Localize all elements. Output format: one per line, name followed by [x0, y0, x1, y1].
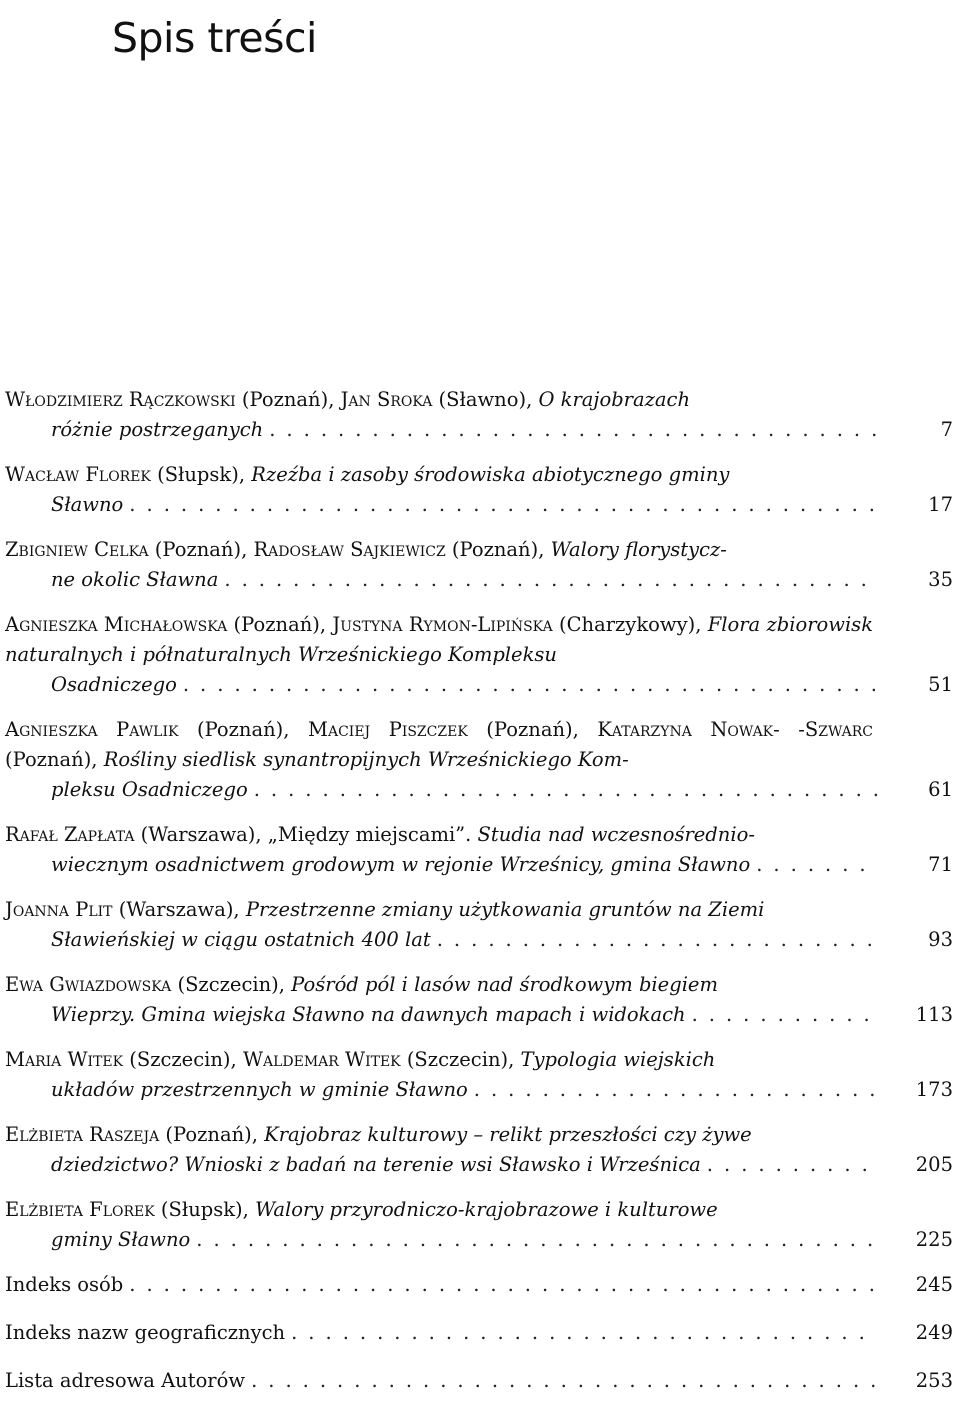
article-title: Flora zbiorowisk naturalnych i półnaturalnych Wrześnickiego Kompleksu [5, 613, 874, 666]
article-title: różnie postrzeganych [51, 418, 264, 441]
article-title: Przestrzenne zmiany użytkowania gruntów na Ziemi [245, 898, 765, 921]
dot-leader [224, 565, 877, 595]
article-title: Wieprzy. Gmina wiejska Sławno na dawnych mapach i widokach [51, 1003, 686, 1026]
entry-text: (Szczecin), [123, 1048, 243, 1071]
author-name: Justyna Rymon-Lipińska [332, 613, 553, 636]
page-title: Spis treści [112, 14, 317, 62]
dot-leader [692, 1000, 877, 1030]
page-number: 7 [940, 418, 953, 441]
article-title: Krajobraz kulturowy – relikt przeszłości czy żywe [264, 1123, 752, 1146]
author-name: Jan Sroka [340, 388, 433, 411]
dot-leader [129, 490, 877, 520]
dot-leader [437, 925, 877, 955]
author-name: Wacław Florek [5, 463, 151, 486]
entry-text: (Charzykowy), [552, 613, 708, 636]
entry-text: (Poznań), [235, 388, 341, 411]
author-name: -Szwarc [798, 718, 873, 741]
toc-entry-title-end [51, 490, 123, 520]
table-of-contents [5, 385, 953, 1414]
entry-text: (Poznań), [5, 748, 104, 771]
dot-leader [254, 775, 877, 805]
toc-entry-title-end [51, 1075, 468, 1105]
article-title: Studia nad wczesnośrednio- [477, 823, 755, 846]
toc-entry-last-line [51, 1000, 953, 1030]
author-name: Maria Witek [5, 1048, 124, 1071]
toc-entry[interactable] [5, 1366, 953, 1396]
article-title: O krajobrazach [538, 388, 691, 411]
author-name: Ewa Gwiazdowska [5, 973, 172, 996]
entry-text: (Poznań), [148, 538, 254, 561]
entry-text: (Warszawa), [112, 898, 246, 921]
page-number: 17 [928, 493, 953, 516]
author-name: Agnieszka Michałowska [5, 613, 228, 636]
page-number: 51 [928, 673, 953, 696]
article-title: gminy Sławno [51, 1228, 191, 1251]
author-name: Zbigniew Celka [5, 538, 149, 561]
toc-entry[interactable] [5, 970, 953, 1030]
toc-entry-title-end [5, 1366, 245, 1396]
toc-entry-last-line [51, 1225, 953, 1255]
toc-entry-head [5, 1045, 953, 1075]
page-number: 113 [915, 1003, 953, 1026]
toc-entry[interactable] [5, 535, 953, 595]
toc-entry-last-line [51, 670, 953, 700]
dot-leader [269, 415, 877, 445]
entry-text: (Słupsk), [154, 1198, 256, 1221]
article-title: Typologia wiejskich [520, 1048, 716, 1071]
entry-text: Indeks nazw geograficznych [5, 1321, 286, 1344]
toc-entry-last-line [51, 775, 953, 805]
page-number: 245 [915, 1273, 953, 1296]
entry-text: Lista adresowa Autorów [5, 1369, 246, 1392]
toc-entry-title-end [51, 925, 431, 955]
page-number: 173 [915, 1078, 953, 1101]
article-title: Osadniczego [51, 673, 177, 696]
toc-entry[interactable] [5, 610, 953, 700]
author-name: Rafał Zapłata [5, 823, 135, 846]
toc-entry-head [5, 820, 953, 850]
author-name: Joanna Plit [5, 898, 113, 921]
entry-text: (Szczecin), [400, 1048, 521, 1071]
author-name: Włodzimierz Rączkowski [5, 388, 236, 411]
article-title: Rzeźba i zasoby środowiska abiotycznego gminy [251, 463, 730, 486]
author-name: Maciej Piszczek [308, 718, 468, 741]
entry-text: (Poznań), [445, 538, 551, 561]
toc-entry-title-end [51, 415, 263, 445]
entry-text: (Sławno), [432, 388, 539, 411]
author-name: Radosław Sajkiewicz [253, 538, 446, 561]
dot-leader [291, 1318, 877, 1348]
toc-entry[interactable] [5, 895, 953, 955]
dot-leader [251, 1366, 877, 1396]
entry-text: (Poznań), [178, 718, 309, 741]
toc-entry-last-line [51, 565, 953, 595]
toc-entry-last-line [51, 850, 953, 880]
page-number: 225 [915, 1228, 953, 1251]
toc-entry-title-end [51, 565, 218, 595]
entry-text: (Szczecin), [171, 973, 292, 996]
toc-entry-head [5, 1195, 953, 1225]
page-number: 71 [928, 853, 953, 876]
page-number: 249 [915, 1321, 953, 1344]
toc-entry-last-line [5, 1270, 953, 1300]
toc-entry[interactable] [5, 1045, 953, 1105]
entry-text [780, 718, 799, 741]
dot-leader [474, 1075, 877, 1105]
dot-leader [183, 670, 877, 700]
toc-entry-title-end [51, 1000, 686, 1030]
toc-entry-head [5, 385, 953, 415]
toc-entry-last-line [51, 415, 953, 445]
entry-text: (Poznań), [159, 1123, 265, 1146]
toc-entry[interactable] [5, 460, 953, 520]
article-title: dziedzictwo? Wnioski z badań na terenie wsi Sławsko i Wrześnica [51, 1153, 701, 1176]
toc-entry[interactable] [5, 385, 953, 445]
article-title: Sławno [51, 493, 124, 516]
toc-entry-head [5, 460, 953, 490]
page-number: 253 [915, 1369, 953, 1392]
entry-text: Indeks osób [5, 1273, 124, 1296]
article-title: Walory florystycz- [550, 538, 727, 561]
toc-entry-last-line [5, 1318, 953, 1348]
entry-text: (Poznań), [227, 613, 333, 636]
toc-entry-title-end [51, 1150, 701, 1180]
page-number: 35 [928, 568, 953, 591]
article-title: Rośliny siedlisk synantropijnych Wrześnickiego Kom- [103, 748, 629, 771]
toc-entry-last-line [51, 1075, 953, 1105]
toc-entry-head [5, 895, 953, 925]
article-title: wiecznym osadnictwem grodowym w rejonie Wrześnicy, gmina Sławno [51, 853, 751, 876]
toc-entry-title-end [51, 775, 248, 805]
article-title: Walory przyrodniczo-krajobrazowe i kulturowe [255, 1198, 718, 1221]
author-name: Elżbieta Florek [5, 1198, 155, 1221]
page-number: 61 [928, 778, 953, 801]
author-name: Katarzyna Nowak- [597, 718, 780, 741]
toc-entry-title-end [51, 670, 177, 700]
toc-entry-last-line [51, 490, 953, 520]
article-title: pleksu Osadniczego [51, 778, 248, 801]
dot-leader [756, 850, 877, 880]
author-name: Elżbieta Raszeja [5, 1123, 160, 1146]
author-name: Agnieszka Pawlik [5, 718, 179, 741]
toc-entry-head [5, 715, 953, 775]
toc-entry-title-end [5, 1318, 285, 1348]
toc-entry-last-line [5, 1366, 953, 1396]
toc-entry[interactable] [5, 1195, 953, 1255]
toc-entry[interactable] [5, 1270, 953, 1300]
dot-leader [707, 1150, 877, 1180]
dot-leader [196, 1225, 877, 1255]
page-number: 205 [915, 1153, 953, 1176]
entry-text: (Słupsk), [150, 463, 252, 486]
toc-entry-head [5, 535, 953, 565]
toc-entry-title-end [51, 850, 750, 880]
toc-entry-head [5, 1120, 953, 1150]
article-title: ne okolic Sławna [51, 568, 219, 591]
toc-entry-last-line [51, 925, 953, 955]
toc-entry-title-end [51, 1225, 190, 1255]
toc-entry[interactable] [5, 1120, 953, 1180]
page-number: 93 [928, 928, 953, 951]
toc-entry[interactable] [5, 1318, 953, 1348]
entry-text: (Poznań), [467, 718, 598, 741]
toc-entry[interactable] [5, 715, 953, 805]
entry-text: (Warszawa), „Między miejscami”. [134, 823, 478, 846]
article-title: układów przestrzennych w gminie Sławno [51, 1078, 468, 1101]
toc-entry-title-end [5, 1270, 123, 1300]
toc-entry[interactable] [5, 820, 953, 880]
dot-leader [129, 1270, 877, 1300]
article-title: Pośród pól i lasów nad środkowym biegiem [291, 973, 718, 996]
toc-entry-head [5, 970, 953, 1000]
author-name: Waldemar Witek [242, 1048, 401, 1071]
toc-entry-last-line [51, 1150, 953, 1180]
toc-entry-head [5, 610, 953, 670]
article-title: Sławieńskiej w ciągu ostatnich 400 lat [51, 928, 431, 951]
